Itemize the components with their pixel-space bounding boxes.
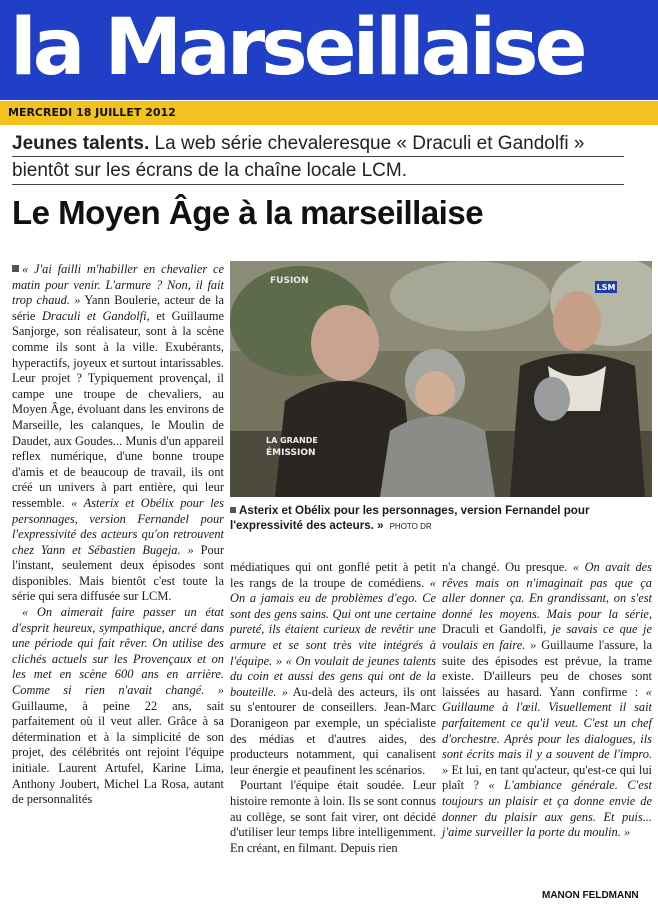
text: Et lui, en tant qu'acteur, qu'est-ce qui lui plaît ? <box>442 762 652 793</box>
paragraph <box>12 262 224 605</box>
bullet-square-icon <box>230 507 236 513</box>
paragraph <box>442 560 652 841</box>
quote: « Guillaume à l'œil. Visuellement il sait parfaitement ce qu'il veut. C'est un chef d'orchestre. Après pour les dialogues, ils sont écrits mais il y a souvent de l'impro. » <box>442 684 652 777</box>
text: Pour l'instant, seulement deux épisodes sont disponibles. Mais bientôt c'est toute la série qui sera diffusée sur LCM. <box>12 542 224 604</box>
masthead <box>0 0 658 100</box>
quote: « On avait des rêves mais on n'imaginait pas que ça aller donner ça. En grandissant, on s'est donné les moyens. Mais pour la série, <box>442 560 652 621</box>
issue-date: MERCREDI 18 JUILLET 2012 <box>8 106 176 119</box>
text: Yann Boulerie, acteur de la série <box>12 293 224 323</box>
article-column-3 <box>442 560 652 841</box>
series-title: Draculi et Gandolfi <box>41 308 147 323</box>
date-band <box>0 101 658 125</box>
text: Guillaume, à peine 22 ans, sait parfaitement où il veut aller. Grâce à sa détermination et à la simplicité de son projet, des célébrités ont rejoint l'équipe initiale. Laurent Artufel, Karine Lima, Anthony Joubert, Michel La Rosa, autant de personnalités <box>12 698 224 807</box>
paragraph <box>230 560 436 778</box>
kicker-label: Jeunes talents. <box>12 133 150 154</box>
byline: MANON FELDMANN <box>542 890 639 901</box>
series-title: Draculi et Gandolfi <box>442 622 544 637</box>
bullet-square-icon <box>12 265 19 272</box>
photo-top-logo: FUSION <box>270 276 309 286</box>
article-photo <box>230 261 652 497</box>
text: Pourtant l'équipe était soudée. Leur histoire remonte à loin. Ils se sont connus au collège, se sont fait virer, ont décidé d'utiliser leur temps libre intelligemment. En créant, en filmant. Depuis rien <box>230 778 436 855</box>
quote: « L'ambiance générale. C'est toujours un plaisir et ça donne envie de donner du plaisir aux gens. Et puis... j'aime surveiller la porte du moulin. » <box>442 778 652 840</box>
text: , et Guillaume Sanjorge, son réalisateur, sont à la scène comme ils sont à la ville. Exubérants, hyperactifs, joyeux et surtout intarissables. Leur projet ? Typiquement provençal, il campe une troupe de chevaliers, au Moyen Âge, évoluant dans les environs de Marseille, les calanques, le Moulin de Daudet, aux Goudes... Munis d'un appareil reflex numérique, d'une bonne troupe d'amis et de beaucoup de travail, ils ont créé un univers à part entière, qui leur ressemble. <box>12 308 224 510</box>
newspaper-title: la Marseillaise <box>10 3 584 93</box>
photo-bottom-logo: ÉMISSION <box>266 448 316 458</box>
kicker <box>12 130 622 184</box>
photo-badge: LSM <box>596 283 616 292</box>
text: Guillaume l'assure, la suite des épisodes est prévue, la trame existe. D'ailleurs peu de choses sont laissées au hasard. Yann confirme : <box>442 637 653 699</box>
text: médiatiques qui ont gonflé petit à petit les rangs de la troupe de comédiens. <box>230 560 436 590</box>
photo-caption <box>230 503 650 534</box>
photo-illustration <box>230 261 652 497</box>
kicker-text: La web série chevaleresque « Draculi et Gandolfi » bientôt sur les écrans de la chaîne locale LCM. <box>12 133 585 181</box>
photo-credit: PHOTO DR <box>389 522 432 531</box>
quote: « On a jamais eu de problèmes d'ego. Ce sont des gens sains. Qui ont une certaine pureté, ils étaient curieux de revêtir une armure et se sont très vite intégrés à l'équipe. » « On voulait de jeunes talents du coin et aussi des gens qui ont de la bouteille. » <box>230 575 436 699</box>
article-column-2 <box>230 560 436 856</box>
quote: , je savais ce que je voulais en faire. » <box>442 622 652 652</box>
caption-text: Asterix et Obélix pour les personnages, version Fernandel pour l'expressivité des acteurs. » <box>230 504 590 532</box>
paragraph <box>12 605 224 808</box>
quote: « On aimerait faire passer un état d'esprit heureux, sympathique, ancré dans une période qui fait rêver. On utilise des clichés actuels sur les Provençaux et on les met en scène 600 ans en arrière. Comme si rien n'avait changé. » <box>12 605 224 698</box>
photo-bottom-logo: LA GRANDE <box>266 436 318 445</box>
paragraph <box>230 778 436 856</box>
quote: « J'ai failli m'habiller en chevalier ce matin pour venir. L'armure ? Non, il fait trop chaud. » <box>12 262 224 308</box>
headline: Le Moyen Âge à la marseillaise <box>12 194 484 231</box>
text: n'a changé. Ou presque. <box>442 560 573 574</box>
quote: « Asterix et Obélix pour les personnages, version Fernandel pour l'expressivité des acteurs qu'on retrouvent chez Yann et Sébastien Bugeja. » <box>12 495 224 557</box>
kicker-rule <box>12 184 624 185</box>
kicker-rule <box>12 156 624 157</box>
article-column-1 <box>12 262 224 808</box>
text: Au-delà des acteurs, ils ont su s'entourer de conseillers. Jean-Marc Doranigeon par exemple, un spécialiste des médias et d'autres aides, des producteurs notamment, qui canalisent leur énergie et peaufinent les scénarios. <box>230 684 436 777</box>
